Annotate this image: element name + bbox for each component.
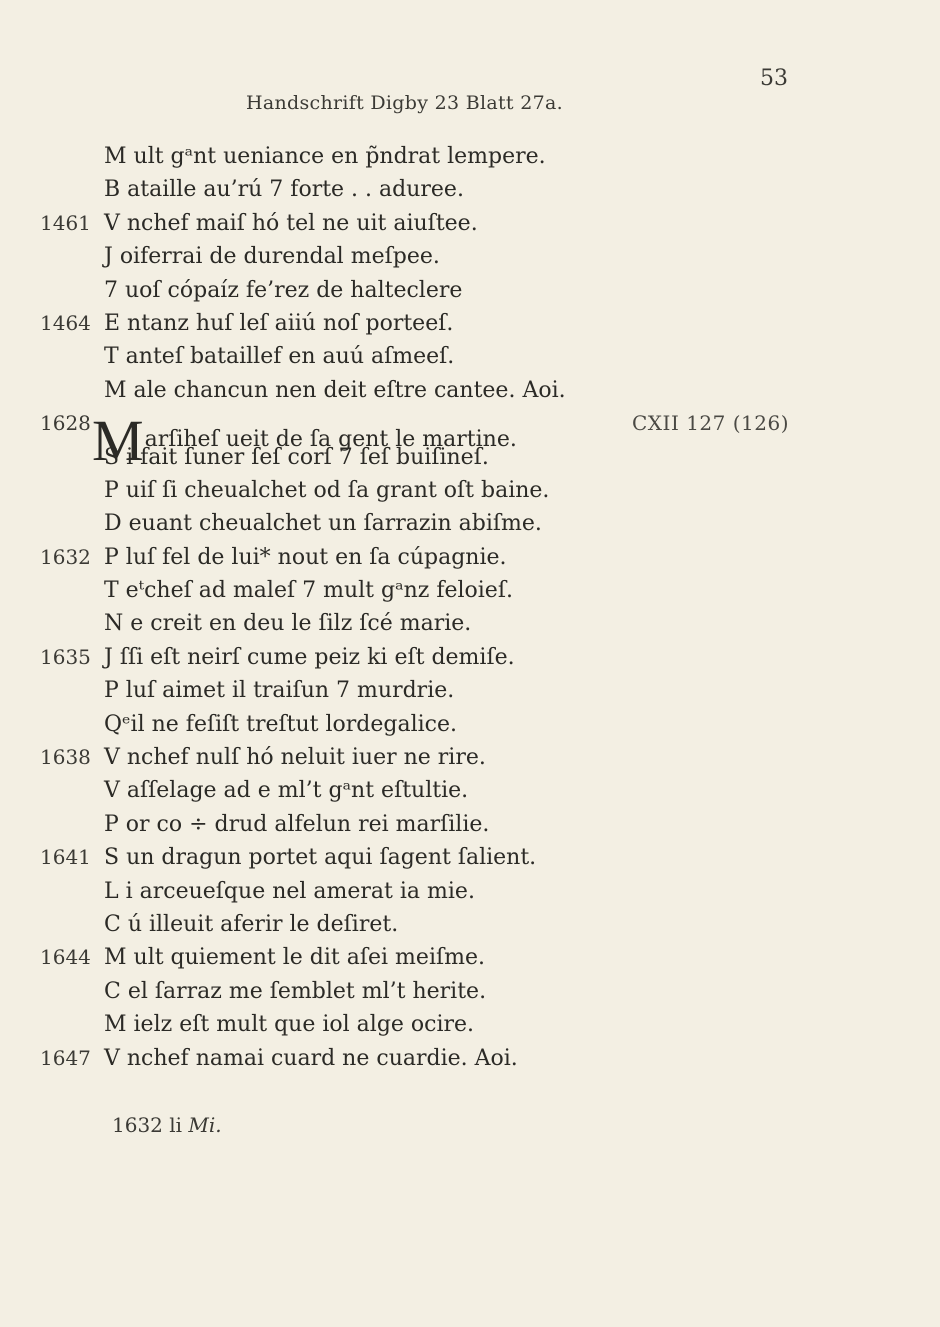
verse-body: M ale chancun nen deit eſtre cantee. Aoi.: [104, 377, 566, 403]
verse-text: [104, 708, 457, 741]
verse-line: [0, 1042, 940, 1075]
verse-line: [0, 641, 940, 674]
verse-text: [104, 140, 546, 173]
verse-text: [104, 173, 464, 206]
line-number: 1632: [40, 544, 91, 569]
verse-body: S un dragun portet aqui ſagent ſalient.: [104, 845, 537, 871]
verse-text: [104, 474, 549, 507]
verse-text: [104, 240, 440, 273]
verse-line: [0, 474, 940, 507]
verse-text: [104, 975, 486, 1008]
verse-text: [104, 908, 398, 941]
verse-body: arſiheſ ueit de ſa gent le martine.: [144, 427, 517, 453]
verse-text: [104, 307, 453, 340]
verse-line: [0, 607, 940, 640]
verse-text: [104, 641, 515, 674]
verse-line: [0, 741, 940, 774]
line-number: 1461: [40, 210, 91, 235]
verse-text: [104, 441, 489, 474]
footnote: [112, 1113, 222, 1137]
page-number: 53: [760, 66, 788, 91]
verse-body: P uiſ ſi cheualchet od ſa grant oſt baine.: [104, 477, 550, 503]
verse-body: J oiferrai de durendal meſpee.: [104, 244, 440, 270]
verse-text: [104, 1008, 474, 1041]
margin-note: CXII 127 (126): [632, 411, 790, 436]
verse-text: [104, 274, 462, 307]
line-number: 1635: [40, 644, 91, 669]
verse-body: T eᵗcheſ ad maleſ 7 mult gᵃnz feloieſ.: [104, 578, 513, 604]
verse-body: M ielz eſt mult que iol alge ocire.: [104, 1012, 475, 1038]
verse-body: P luſ aimet il traiſun 7 murdrie.: [104, 678, 455, 704]
verse-body: C el ſarraz me ſemblet ml’t herite.: [104, 978, 487, 1004]
verse-line: [0, 941, 940, 974]
verse-text: [104, 808, 489, 841]
verse-body: Qᵉil ne feſiſt treſtut lordegalice.: [104, 711, 457, 737]
footnote-italic: Mi.: [188, 1113, 222, 1137]
verse-body: M ult gᵃnt ueniance en p̃ndrat lempere.: [104, 144, 546, 169]
verse-line: [0, 441, 940, 474]
verse-line: [0, 274, 940, 307]
verse-text: [104, 941, 485, 974]
verse-body: C ú illeuit aferir le deſiret.: [104, 911, 399, 937]
verse-line: [0, 774, 940, 807]
verse-body: D euant cheualchet un ſarrazin abiſme.: [104, 511, 542, 537]
verse-line: [0, 173, 940, 206]
line-number: 1628: [40, 411, 91, 436]
verse-line: [0, 808, 940, 841]
verse-text: [104, 1042, 518, 1075]
verse-text: [104, 674, 454, 707]
verse-line: [0, 307, 940, 340]
verse-text: [104, 875, 475, 908]
verse-body: V aſſelage ad e ml’t gᵃnt eſtultie.: [104, 778, 469, 804]
verse-line: [0, 1008, 940, 1041]
verse-body: 7 uoſ cópaíz fe’rez de halteclere: [104, 277, 463, 303]
verse-line: [0, 841, 940, 874]
verse-body: E ntanz huſ leſ aiiú noſ porteeſ.: [104, 310, 454, 336]
verse-body: V nchef nulſ hó neluit iuer ne rire.: [104, 745, 486, 771]
verse-body: B ataille au’rú 7 forte . . aduree.: [104, 177, 464, 203]
verse-text: [104, 574, 513, 607]
verse-line: [0, 507, 940, 540]
verse-body: M ult quiement le dit aſei meiſme.: [104, 945, 485, 971]
line-number: 1644: [40, 945, 91, 970]
verse-line: [0, 240, 940, 273]
verse-line: [0, 207, 940, 240]
verse-body: S i fait ſuner ſeſ corſ 7 ſeſ buiſineſ.: [104, 444, 489, 470]
verse-line: [0, 708, 940, 741]
verse-text: [104, 374, 566, 407]
verse-body: N e creit en deu le ſilz ſcé marie.: [104, 611, 472, 637]
verse-body: P luſ fel de lui* nout en ſa cúpagnie.: [104, 544, 507, 570]
verse-body: P or co ÷ drud alfelun rei marſilie.: [104, 811, 490, 837]
verse-text: [104, 340, 454, 373]
verse-line: [0, 340, 940, 373]
verse-line: [0, 908, 940, 941]
verse-text: [104, 507, 542, 540]
verse-body: V nchef namai cuard ne cuardie. Aoi.: [104, 1045, 518, 1071]
verse-body: L i arceueſque nel amerat ia mie.: [104, 878, 475, 904]
verse-text: [104, 541, 507, 574]
verse-lines: [0, 140, 940, 1075]
verse-line: [0, 875, 940, 908]
verse-line: [0, 541, 940, 574]
verse-line: [0, 140, 940, 173]
verse-text: [104, 607, 471, 640]
verse-text: [104, 774, 468, 807]
verse-text: [104, 741, 486, 774]
line-number: 1638: [40, 745, 91, 770]
decorated-initial: M: [92, 408, 144, 474]
line-number: 1647: [40, 1045, 91, 1070]
verse-line: [0, 674, 940, 707]
verse-line: [0, 975, 940, 1008]
verse-body: J ſſi eſt neirſ cume peiz ki eſt demiſe.: [104, 644, 515, 670]
verse-body: T anteſ bataillef en auú aſmeeſ.: [104, 344, 455, 370]
running-head: Handschrift Digby 23 Blatt 27a.: [246, 92, 563, 114]
verse-line: [0, 574, 940, 607]
line-number: 1641: [40, 845, 91, 870]
verse-line: [0, 374, 940, 407]
footnote-ref: 1632 li: [112, 1113, 183, 1137]
line-number: 1464: [40, 310, 91, 335]
verse-text: [104, 841, 536, 874]
verse-body: V nchef maiſ hó tel ne uit aiuſtee.: [104, 210, 478, 236]
verse-text: [104, 207, 478, 240]
